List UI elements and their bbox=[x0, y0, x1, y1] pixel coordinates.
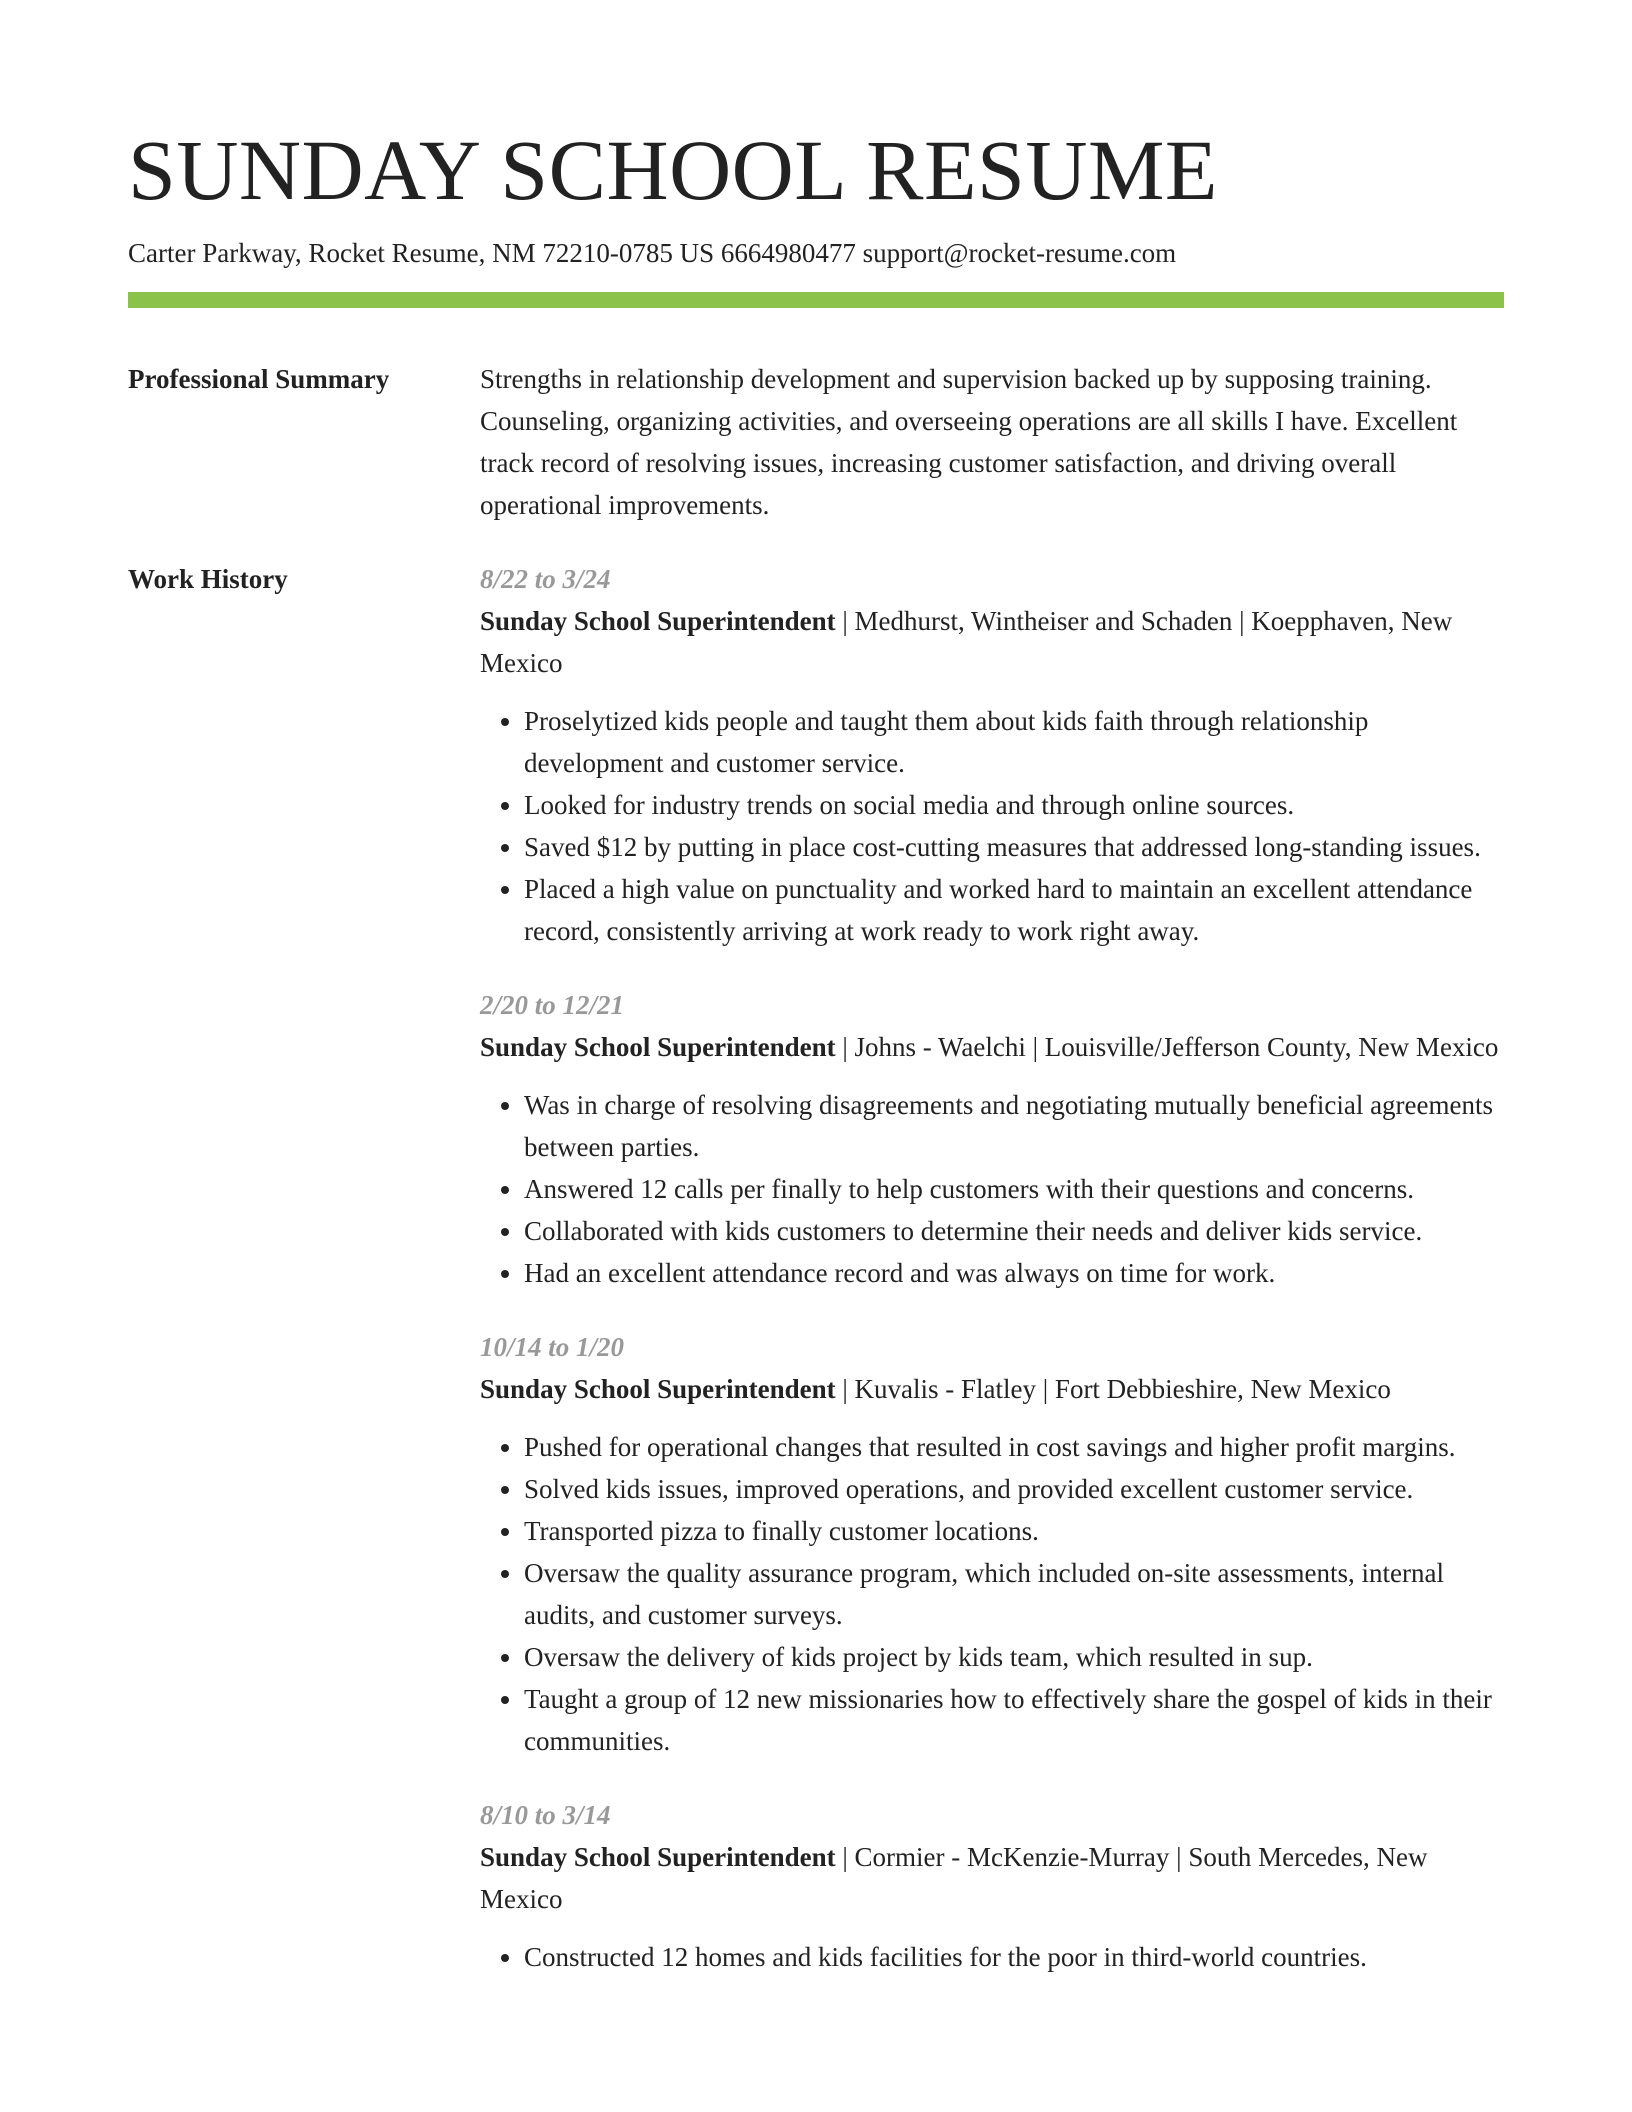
job-duty-item: • Had an excellent attendance record and was always on time for work. bbox=[524, 1252, 1504, 1294]
job-duties-list bbox=[480, 1426, 1504, 1762]
job-heading bbox=[480, 1026, 1504, 1068]
job-entry bbox=[480, 1326, 1504, 1762]
job-heading bbox=[480, 600, 1504, 684]
job-duty-item: • Transported pizza to finally customer locations. bbox=[524, 1510, 1504, 1552]
summary-text: Strengths in relationship development and supervision backed up by supposing training. Counseling, organizing activities, and overseeing operations are all skills I have. Excellent track record of resolving issues, increasing customer satisfaction, and driving overall operational improvements. bbox=[480, 364, 1458, 520]
job-duties-list bbox=[480, 700, 1504, 952]
job-duty-item: • Placed a high value on punctuality and worked hard to maintain an excellent attendance record, consistently arriving at work ready to work right away. bbox=[524, 868, 1504, 952]
job-title: Sunday School Superintendent bbox=[480, 1032, 836, 1062]
job-duty-item: • Answered 12 calls per finally to help customers with their questions and concerns. bbox=[524, 1168, 1504, 1210]
job-separator: | bbox=[835, 1032, 855, 1062]
job-location: Louisville/Jefferson County, New Mexico bbox=[1044, 1032, 1499, 1062]
contact-info: Carter Parkway, Rocket Resume, NM 72210-0785 US 6664980477 support@rocket-resume.com bbox=[128, 238, 1177, 268]
job-separator: | bbox=[1025, 1032, 1045, 1062]
job-title: Sunday School Superintendent bbox=[480, 606, 836, 636]
job-entry bbox=[480, 1794, 1504, 1978]
job-title: Sunday School Superintendent bbox=[480, 1374, 836, 1404]
professional-summary-section bbox=[128, 358, 1504, 526]
job-company: Cormier - McKenzie-Murray bbox=[854, 1842, 1170, 1872]
job-duties-list bbox=[480, 1084, 1504, 1294]
job-heading bbox=[480, 1368, 1504, 1410]
work-history-section bbox=[128, 558, 1504, 1978]
job-location: South Mercedes, New Mexico bbox=[480, 1842, 1428, 1914]
job-separator: | bbox=[835, 1374, 855, 1404]
job-duty-item: • Oversaw the delivery of kids project by kids team, which resulted in sup. bbox=[524, 1636, 1504, 1678]
job-separator: | bbox=[1036, 1374, 1055, 1404]
job-company: Medhurst, Wintheiser and Schaden bbox=[854, 606, 1233, 636]
job-duty-item: • Solved kids issues, improved operations, and provided excellent customer service. bbox=[524, 1468, 1504, 1510]
resume-page bbox=[128, 0, 1504, 1978]
job-duty-item: • Taught a group of 12 new missionaries how to effectively share the gospel of kids in their communities. bbox=[524, 1678, 1504, 1762]
job-separator: | bbox=[1169, 1842, 1189, 1872]
job-dates: 8/10 to 3/14 bbox=[480, 1800, 611, 1830]
work-history-list bbox=[480, 558, 1504, 1978]
job-location: Fort Debbieshire, New Mexico bbox=[1054, 1374, 1391, 1404]
job-separator: | bbox=[1232, 606, 1252, 636]
accent-divider bbox=[128, 292, 1504, 308]
job-company: Kuvalis - Flatley bbox=[854, 1374, 1037, 1404]
job-separator: | bbox=[835, 606, 855, 636]
job-duties-list bbox=[480, 1936, 1504, 1978]
job-duty-item: • Looked for industry trends on social media and through online sources. bbox=[524, 784, 1504, 826]
job-dates: 8/22 to 3/24 bbox=[480, 564, 611, 594]
job-dates: 2/20 to 12/21 bbox=[480, 990, 625, 1020]
job-duty-item: • Pushed for operational changes that resulted in cost savings and higher profit margins. bbox=[524, 1426, 1504, 1468]
job-entry bbox=[480, 558, 1504, 952]
job-duty-item: • Proselytized kids people and taught them about kids faith through relationship development and customer service. bbox=[524, 700, 1504, 784]
resume-title: SUNDAY SCHOOL RESUME bbox=[128, 122, 1218, 218]
job-dates: 10/14 to 1/20 bbox=[480, 1332, 625, 1362]
job-duty-item: • Constructed 12 homes and kids facilities for the poor in third-world countries. bbox=[524, 1936, 1504, 1978]
job-location: Koepphaven, New Mexico bbox=[480, 606, 1453, 678]
job-separator: | bbox=[835, 1842, 855, 1872]
job-duty-item: • Was in charge of resolving disagreements and negotiating mutually beneficial agreements between parties. bbox=[524, 1084, 1504, 1168]
job-duty-item: • Saved $12 by putting in place cost-cutting measures that addressed long-standing issues. bbox=[524, 826, 1504, 868]
job-duty-item: • Collaborated with kids customers to determine their needs and deliver kids service. bbox=[524, 1210, 1504, 1252]
job-company: Johns - Waelchi bbox=[854, 1032, 1026, 1062]
section-label-work-history: Work History bbox=[128, 564, 288, 594]
job-entry bbox=[480, 984, 1504, 1294]
job-title: Sunday School Superintendent bbox=[480, 1842, 836, 1872]
job-heading bbox=[480, 1836, 1504, 1920]
section-label-professional-summary: Professional Summary bbox=[128, 364, 390, 394]
job-duty-item: • Oversaw the quality assurance program, which included on-site assessments, internal audits, and customer surveys. bbox=[524, 1552, 1504, 1636]
